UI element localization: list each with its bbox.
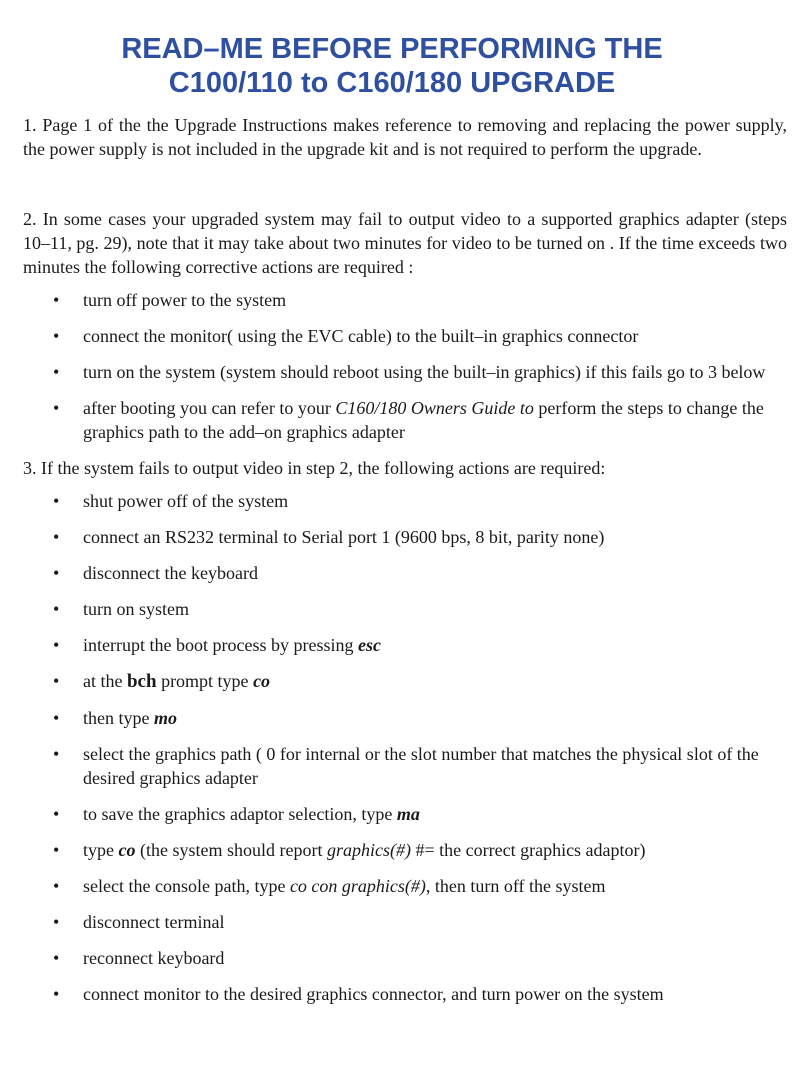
list-item: • to save the graphics adaptor selection, type ma bbox=[53, 804, 420, 824]
page-title bbox=[0, 32, 784, 100]
list-item: • turn on system bbox=[53, 599, 189, 619]
list-item: • then type mo bbox=[53, 708, 177, 728]
title-line-1: READ–ME BEFORE PERFORMING THE bbox=[121, 33, 663, 65]
bullet-icon: • bbox=[53, 876, 60, 896]
section-3-intro: 3. If the system fails to output video in step 2, the following actions are required: bbox=[23, 458, 606, 478]
bullet-icon: • bbox=[53, 708, 60, 728]
bullet-icon: • bbox=[53, 362, 60, 382]
list-item: • at the bch prompt type co bbox=[53, 671, 271, 692]
owners-guide-reference: C160/180 Owners Guide to bbox=[335, 398, 534, 418]
list-item: • connect an RS232 terminal to Serial port 1 (9600 bps, 8 bit, parity none) bbox=[53, 527, 605, 547]
command-ma: ma bbox=[396, 804, 420, 824]
list-item: • connect monitor to the desired graphics connector, and turn power on the system bbox=[53, 984, 664, 1004]
list-item: • select the graphics path ( 0 for internal or the slot number that matches the physical slot of the desired graphics adapter bbox=[53, 744, 759, 788]
bullet-icon: • bbox=[53, 527, 60, 547]
bullet-icon: • bbox=[53, 491, 60, 511]
document-body bbox=[23, 113, 787, 1018]
bullet-icon: • bbox=[53, 398, 60, 418]
bullet-icon: • bbox=[53, 635, 60, 655]
bullet-icon: • bbox=[53, 290, 60, 310]
list-item: • disconnect terminal bbox=[53, 912, 225, 932]
section-2-list bbox=[23, 288, 787, 444]
title-line-2: C100/110 to C160/180 UPGRADE bbox=[168, 67, 616, 99]
bullet-icon: • bbox=[53, 744, 60, 764]
section-3-list bbox=[23, 489, 787, 1006]
list-item: • turn off power to the system bbox=[53, 290, 287, 310]
console-command: co con graphics(#) bbox=[289, 876, 426, 896]
list-item: • reconnect keyboard bbox=[53, 948, 225, 968]
bch-prompt: bch bbox=[126, 671, 157, 692]
list-item: • shut power off of the system bbox=[53, 491, 289, 511]
command-co: co bbox=[118, 840, 136, 860]
bullet-icon: • bbox=[53, 563, 60, 583]
list-item: • interrupt the boot process by pressing esc bbox=[53, 635, 381, 655]
list-item: • disconnect the keyboard bbox=[53, 563, 258, 583]
list-item: • turn on the system (system should reboot using the built–in graphics) if this fails go to 3 below bbox=[53, 362, 766, 382]
bullet-icon: • bbox=[53, 804, 60, 824]
list-item: • connect the monitor( using the EVC cable) to the built–in graphics connector bbox=[53, 326, 639, 346]
section-2-intro: 2. In some cases your upgraded system may fail to output video to a supported graphics adapter (steps 10–11, pg. 29), note that it may take about two minutes for video to be turned on . If the time exceeds two minutes the following corrective actions are required : bbox=[23, 209, 787, 277]
list-item: • select the console path, type co con graphics(#), then turn off the system bbox=[53, 876, 606, 896]
bullet-icon: • bbox=[53, 599, 60, 619]
command-mo: mo bbox=[153, 708, 177, 728]
graphics-path-reference: graphics(#) bbox=[326, 840, 411, 860]
bullet-icon: • bbox=[53, 326, 60, 346]
list-item: • type co (the system should report graphics(#) #= the correct graphics adaptor) bbox=[53, 840, 646, 860]
list-item: • after booting you can refer to your C160/180 Owners Guide to perform the steps to change the graphics path to the add–on graphics adapter bbox=[53, 398, 764, 442]
bullet-icon: • bbox=[53, 671, 60, 691]
command-esc: esc bbox=[357, 635, 381, 655]
bullet-icon: • bbox=[53, 912, 60, 932]
bullet-icon: • bbox=[53, 948, 60, 968]
bullet-icon: • bbox=[53, 984, 60, 1004]
command-co: co bbox=[253, 671, 271, 691]
bullet-icon: • bbox=[53, 840, 60, 860]
section-1-paragraph: 1. Page 1 of the the Upgrade Instructions makes reference to removing and replacing the power supply, the power supply is not included in the upgrade kit and is not required to perform the upgrade. bbox=[23, 115, 787, 159]
